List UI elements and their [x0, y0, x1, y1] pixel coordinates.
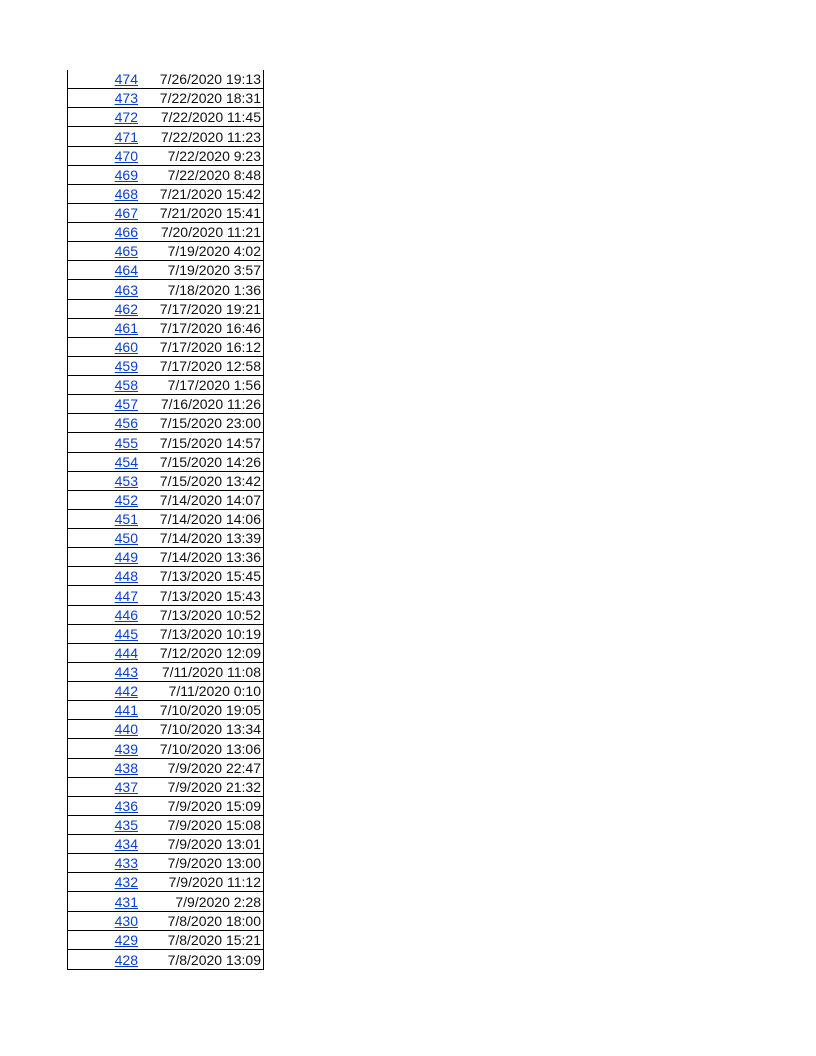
- table-row: [68, 433, 263, 452]
- row-date-cell: 7/9/2020 13:00: [167, 855, 261, 872]
- row-date-cell: 7/22/2020 8:48: [167, 166, 261, 183]
- table-row: [68, 625, 263, 644]
- row-date-cell: 7/14/2020 13:39: [159, 530, 261, 547]
- row-id-link[interactable]: 450: [114, 530, 138, 547]
- row-date-cell: 7/9/2020 22:47: [167, 759, 261, 776]
- row-id-link[interactable]: 442: [114, 683, 138, 700]
- table-row: [68, 682, 263, 701]
- row-date-cell: 7/15/2020 14:26: [159, 453, 261, 470]
- row-date-cell: 7/15/2020 23:00: [159, 415, 261, 432]
- row-date-cell: 7/15/2020 13:42: [159, 472, 261, 489]
- table-row: [68, 873, 263, 892]
- row-date-cell: 7/13/2020 10:52: [159, 606, 261, 623]
- row-id-link[interactable]: 473: [114, 90, 138, 107]
- row-date-cell: 7/14/2020 13:36: [159, 549, 261, 566]
- row-id-link[interactable]: 459: [114, 358, 138, 374]
- table-row: [68, 472, 263, 491]
- row-date-cell: 7/9/2020 2:28: [175, 893, 261, 910]
- row-date-cell: 7/19/2020 3:57: [167, 262, 261, 279]
- row-date-cell: 7/14/2020 14:06: [159, 511, 261, 527]
- table-row: [68, 108, 263, 127]
- row-id-link[interactable]: 445: [114, 625, 138, 642]
- row-date-cell: 7/13/2020 15:45: [159, 568, 261, 585]
- table-row: [68, 300, 263, 319]
- table-row: [68, 357, 263, 376]
- row-id-link[interactable]: 438: [114, 759, 138, 776]
- table-row: [68, 720, 263, 739]
- row-id-link[interactable]: 444: [114, 644, 138, 661]
- row-id-link[interactable]: 472: [114, 109, 138, 126]
- table-row: [68, 606, 263, 625]
- row-id-link[interactable]: 436: [114, 797, 138, 814]
- row-id-link[interactable]: 441: [114, 702, 138, 719]
- table-row: [68, 854, 263, 873]
- row-id-link[interactable]: 474: [114, 71, 138, 88]
- row-date-cell: 7/9/2020 15:09: [167, 797, 261, 814]
- table-row: [68, 567, 263, 586]
- row-id-link[interactable]: 468: [114, 185, 138, 202]
- row-date-cell: 7/16/2020 11:26: [160, 396, 261, 413]
- row-date-cell: 7/9/2020 15:08: [167, 817, 261, 833]
- table-row: [68, 759, 263, 778]
- row-id-link[interactable]: 439: [114, 740, 138, 757]
- spreadsheet-table: [67, 70, 264, 970]
- table-row: [68, 510, 263, 529]
- row-date-cell: 7/9/2020 21:32: [167, 778, 261, 795]
- table-row: [68, 950, 263, 969]
- row-id-link[interactable]: 471: [114, 128, 138, 145]
- row-id-link[interactable]: 454: [114, 453, 138, 470]
- table-row: [68, 529, 263, 548]
- row-id-link[interactable]: 428: [114, 951, 138, 968]
- table-row: [68, 816, 263, 835]
- table-row: [68, 586, 263, 605]
- row-date-cell: 7/10/2020 13:06: [159, 740, 261, 757]
- table-row: [68, 319, 263, 338]
- row-id-link[interactable]: 452: [114, 491, 138, 508]
- table-row: [68, 548, 263, 567]
- row-id-link[interactable]: 455: [114, 434, 138, 451]
- row-date-cell: 7/13/2020 15:43: [159, 587, 261, 604]
- row-id-link[interactable]: 460: [114, 338, 138, 355]
- row-id-link[interactable]: 453: [114, 472, 138, 489]
- row-date-cell: 7/15/2020 14:57: [159, 434, 261, 451]
- row-id-link[interactable]: 433: [114, 855, 138, 872]
- table-row: [68, 912, 263, 931]
- row-id-link[interactable]: 430: [114, 912, 138, 929]
- row-date-cell: 7/9/2020 11:12: [168, 874, 261, 891]
- table-row: [68, 223, 263, 242]
- table-row: [68, 739, 263, 758]
- table-row: [68, 166, 263, 185]
- row-id-link[interactable]: 435: [114, 817, 138, 833]
- row-id-link[interactable]: 470: [114, 147, 138, 164]
- row-date-cell: 7/12/2020 12:09: [159, 644, 261, 661]
- row-id-link[interactable]: 434: [114, 836, 138, 853]
- table-row: [68, 835, 263, 854]
- table-row: [68, 491, 263, 510]
- table-row: [68, 280, 263, 299]
- row-id-link[interactable]: 469: [114, 166, 138, 183]
- row-id-link[interactable]: 456: [114, 415, 138, 432]
- row-id-link[interactable]: 461: [114, 319, 138, 336]
- row-date-cell: 7/9/2020 13:01: [167, 836, 261, 853]
- table-row: [68, 797, 263, 816]
- table-row: [68, 89, 263, 108]
- table-row: [68, 70, 263, 89]
- row-id-link[interactable]: 458: [114, 377, 138, 394]
- row-id-link[interactable]: 449: [114, 549, 138, 566]
- row-id-link[interactable]: 447: [114, 587, 138, 604]
- row-date-cell: 7/22/2020 11:45: [160, 109, 261, 126]
- row-id-link[interactable]: 466: [114, 224, 138, 241]
- row-date-cell: 7/11/2020 11:08: [161, 664, 261, 680]
- row-id-link[interactable]: 440: [114, 721, 138, 738]
- row-date-cell: 7/17/2020 16:12: [159, 338, 261, 355]
- row-date-cell: 7/17/2020 19:21: [159, 300, 261, 317]
- row-date-cell: 7/13/2020 10:19: [159, 625, 261, 642]
- row-id-link[interactable]: 448: [114, 568, 138, 585]
- row-date-cell: 7/8/2020 13:09: [167, 951, 261, 968]
- row-date-cell: 7/22/2020 9:23: [167, 147, 261, 164]
- row-date-cell: 7/17/2020 16:46: [159, 319, 261, 336]
- table-row: [68, 778, 263, 797]
- row-date-cell: 7/20/2020 11:21: [160, 224, 261, 241]
- row-id-link[interactable]: 467: [114, 205, 138, 221]
- row-date-cell: 7/10/2020 19:05: [159, 702, 261, 719]
- row-date-cell: 7/17/2020 12:58: [159, 358, 261, 374]
- row-date-cell: 7/18/2020 1:36: [167, 281, 261, 298]
- row-date-cell: 7/8/2020 18:00: [167, 912, 261, 929]
- table-row: [68, 338, 263, 357]
- table-row: [68, 376, 263, 395]
- row-id-link[interactable]: 464: [114, 262, 138, 279]
- table-row: [68, 701, 263, 720]
- row-date-cell: 7/17/2020 1:56: [167, 377, 261, 394]
- table-row: [68, 147, 263, 166]
- table-row: [68, 261, 263, 280]
- row-date-cell: 7/22/2020 11:23: [160, 128, 261, 145]
- row-id-link[interactable]: 431: [114, 893, 138, 910]
- row-id-link[interactable]: 457: [114, 396, 138, 413]
- table-row: [68, 644, 263, 663]
- table-row: [68, 931, 263, 950]
- table-row: [68, 663, 263, 682]
- row-date-cell: 7/26/2020 19:13: [159, 71, 261, 88]
- row-date-cell: 7/8/2020 15:21: [167, 931, 261, 948]
- row-id-link[interactable]: 465: [114, 243, 138, 260]
- row-date-cell: 7/14/2020 14:07: [159, 491, 261, 508]
- row-id-link[interactable]: 443: [114, 664, 138, 680]
- row-id-link[interactable]: 446: [114, 606, 138, 623]
- table-row: [68, 414, 263, 433]
- table-row: [68, 185, 263, 204]
- row-date-cell: 7/10/2020 13:34: [159, 721, 261, 738]
- row-date-cell: 7/22/2020 18:31: [159, 90, 261, 107]
- table-row: [68, 453, 263, 472]
- row-date-cell: 7/19/2020 4:02: [167, 243, 261, 260]
- row-date-cell: 7/11/2020 0:10: [168, 683, 261, 700]
- table-row: [68, 395, 263, 414]
- row-id-link[interactable]: 432: [114, 874, 138, 891]
- row-date-cell: 7/21/2020 15:42: [159, 185, 261, 202]
- table-row: [68, 242, 263, 261]
- row-id-link[interactable]: 451: [114, 511, 138, 527]
- row-id-link[interactable]: 429: [114, 931, 138, 948]
- table-row: [68, 204, 263, 223]
- row-date-cell: 7/21/2020 15:41: [159, 205, 261, 221]
- row-id-link[interactable]: 463: [114, 281, 138, 298]
- row-id-link[interactable]: 437: [114, 778, 138, 795]
- row-id-link[interactable]: 462: [114, 300, 138, 317]
- table-row: [68, 892, 263, 911]
- table-row: [68, 127, 263, 146]
